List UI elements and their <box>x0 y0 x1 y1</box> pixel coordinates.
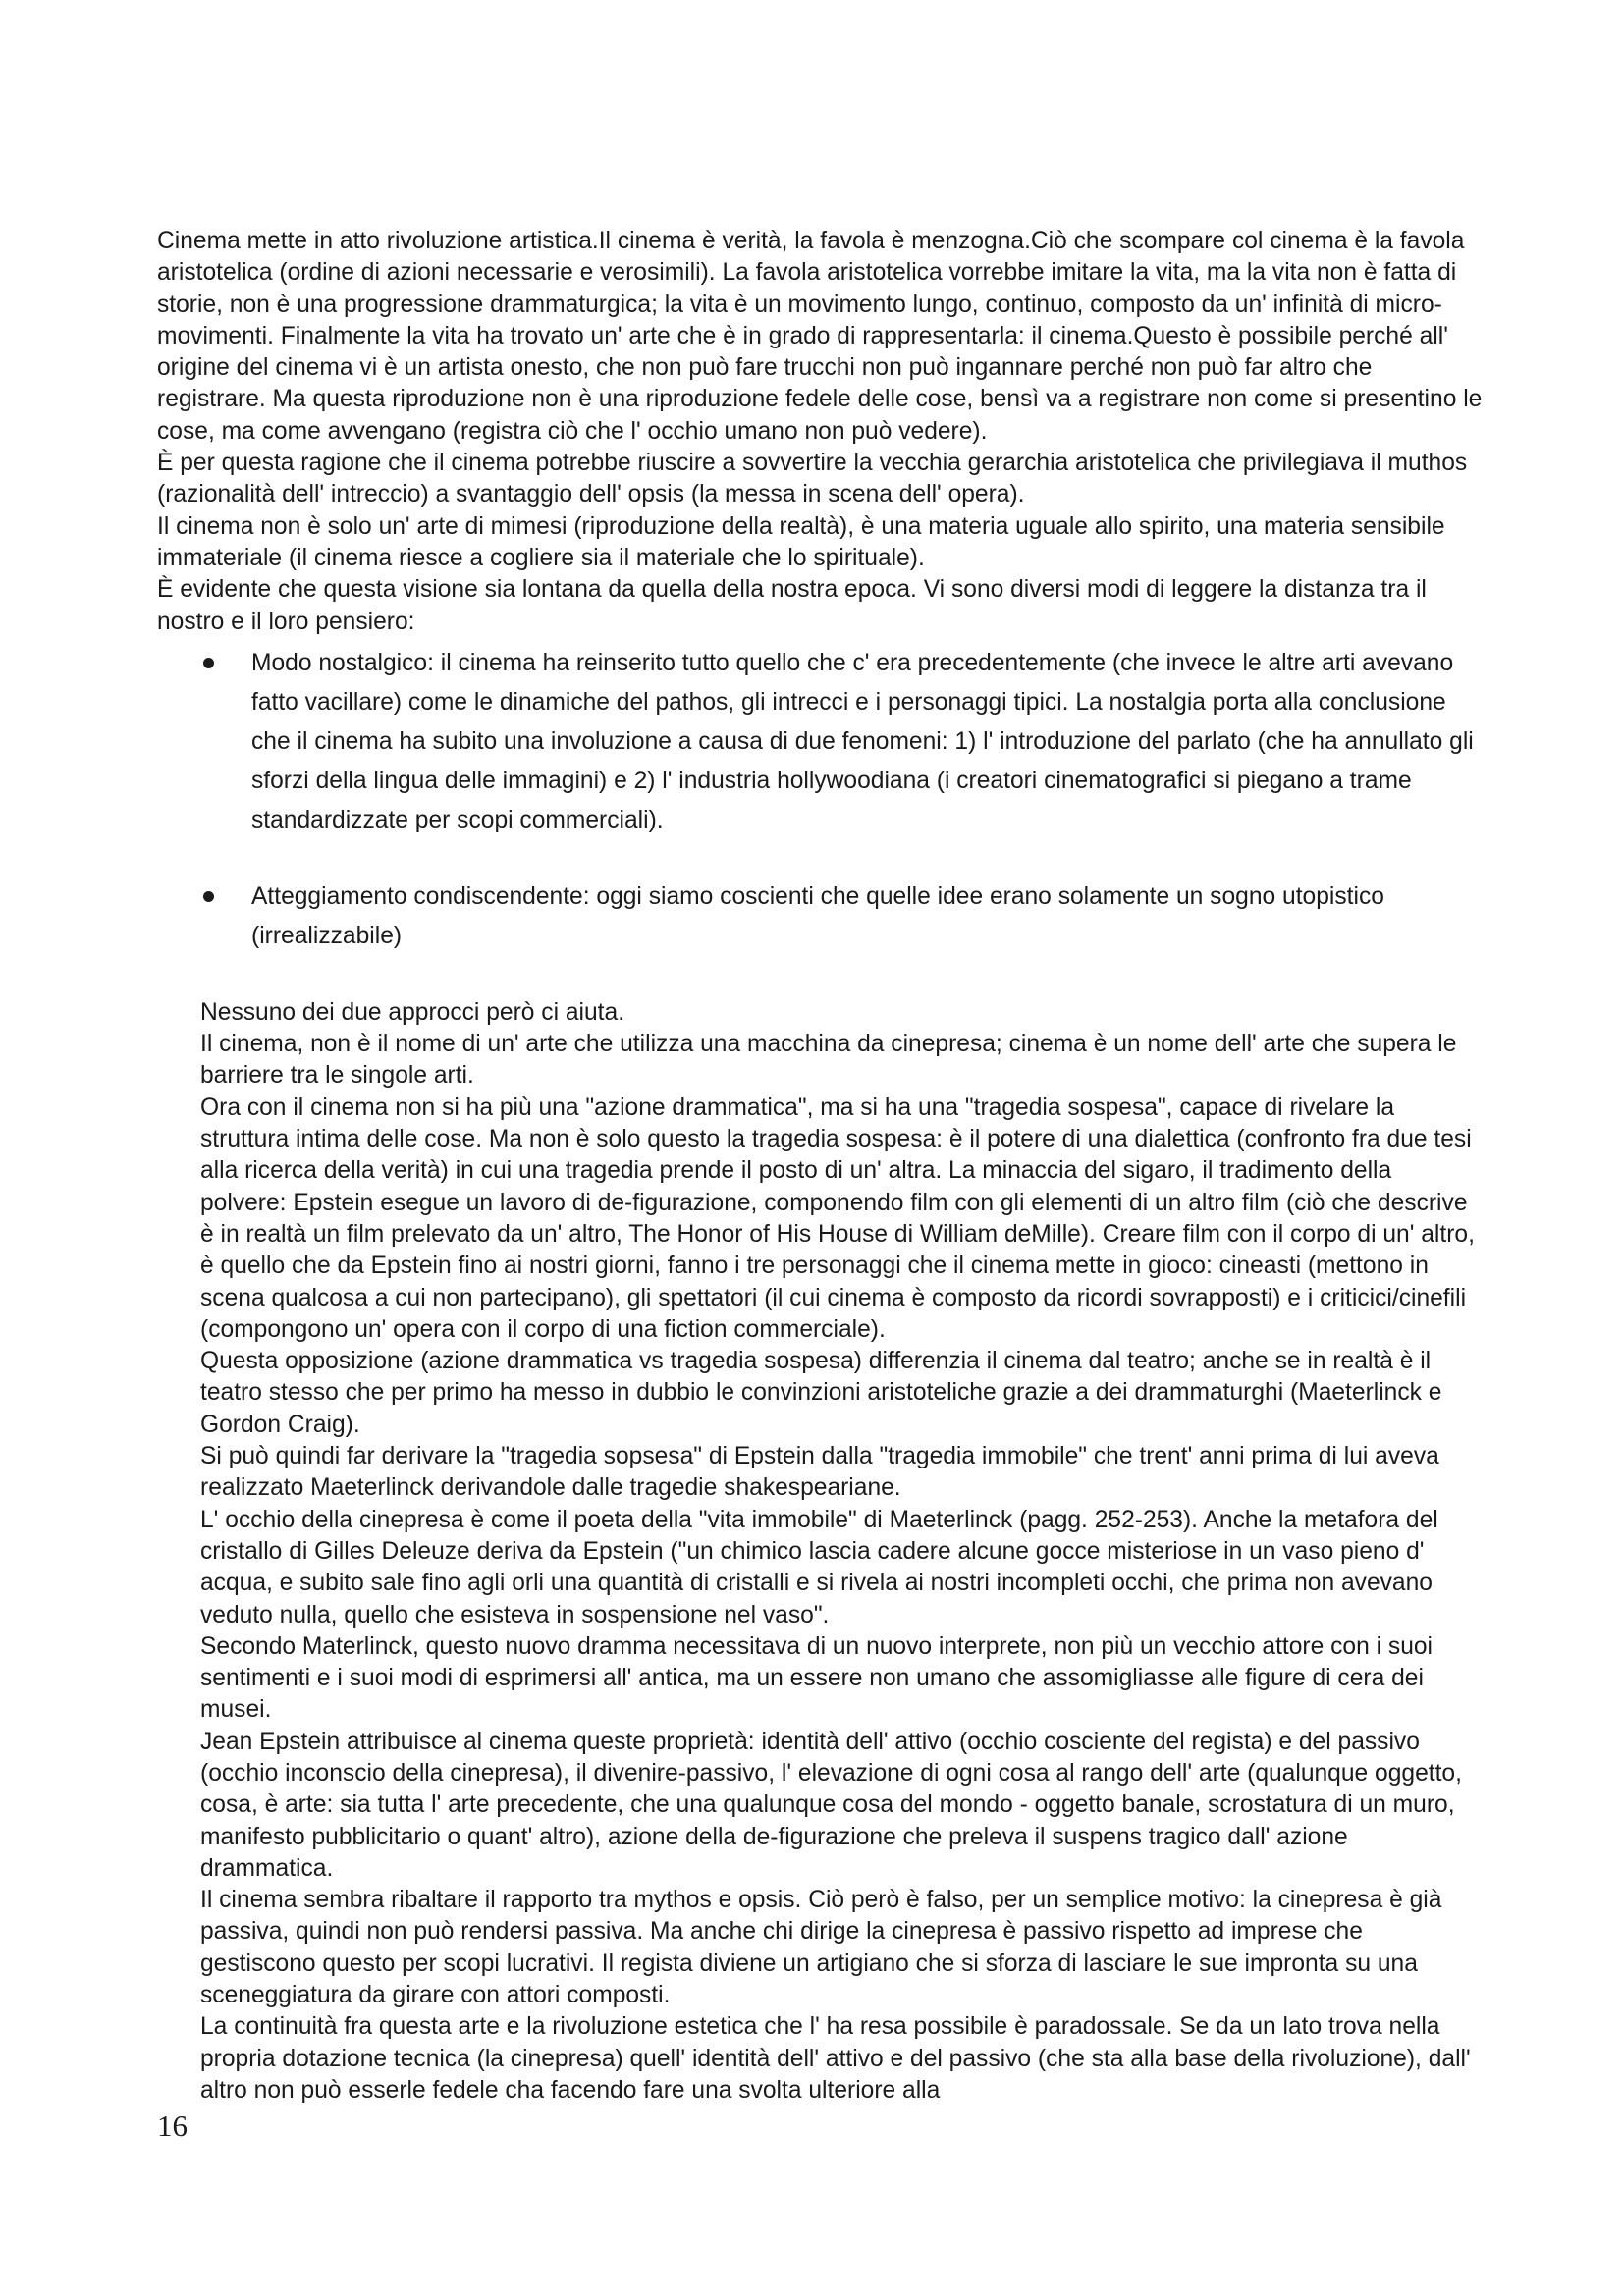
bullet-text: Modo nostalgico: il cinema ha reinserito tutto quello che c' era precedentemente (che invece le altre arti avevano fatto vacillare) come le dinamiche del pathos, gli intrecci e i personaggi tipici. La nostalgia porta alla conclusione che il cinema ha subito una involuzione a causa di due fenomeni: 1) l' introduzione del parlato (che ha annullato gli sforzi della lingua delle immagini) e 2) l' industria hollywoodiana (i creatori cinematografici si piegano a trame standardizzate per scopi commerciali). <box>251 649 1474 833</box>
bullet-item <box>157 644 1483 840</box>
paragraph: Questa opposizione (azione drammatica vs tragedia sospesa) differenzia il cinema dal teatro; anche se in realtà è il teatro stesso che per primo ha messo in dubbio le convinzioni aristoteliche grazie a dei drammaturghi (Maeterlinck e Gordon Craig). <box>200 1348 1442 1438</box>
paragraph: È per questa ragione che il cinema potrebbe riuscire a sovvertire la vecchia gerarchia aristotelica che privilegiava il muthos (razionalità dell' intreccio) a svantaggio dell' opsis (la messa in scena dell' opera). <box>157 450 1468 508</box>
paragraph: Cinema mette in atto rivoluzione artistica.Il cinema è verità, la favola è menzogna.Ciò che scompare col cinema è la favola aristotelica (ordine di azioni necessarie e verosimili). La favola aristotelica vorrebbe imitare la vita, ma la vita non è fatta di storie, non è una progressione drammaturgica; la vita è un movimento lungo, continuo, composto da un' infinità di micro-movimenti. Finalmente la vita ha trovato un' arte che è in grado di rappresentarla: il cinema.Questo è possibile perché all' origine del cinema vi è un artista onesto, che non può fare trucchi non può ingannare perché non può far altro che registrare. Ma questa riproduzione non è una riproduzione fedele delle cose, bensì va a registrare non come si presentino le cose, ma come avvengano (registra ciò che l' occhio umano non può vedere). <box>157 228 1483 445</box>
paragraph: Il cinema non è solo un' arte di mimesi (riproduzione della realtà), è una materia uguale allo spirito, una materia sensibile immateriale (il cinema riesce a cogliere sia il materiale che lo spirituale). <box>157 512 1445 571</box>
page-body <box>157 226 1483 2107</box>
paragraph: La continuità fra questa arte e la rivoluzione estetica che l' ha resa possibile è paradossale. Se da un lato trova nella propria dotazione tecnica (la cinepresa) quell' identità dell' attivo e del passivo (che sta alla base della rivoluzione), dall' altro non può esserle fedele cha facendo fare una svolta ulteriore alla <box>200 2013 1471 2104</box>
paragraph: Il cinema, non è il nome di un' arte che utilizza una macchina da cinepresa; cinema è un nome dell' arte che supera le barriere tra le singole arti. <box>200 1031 1457 1090</box>
paragraph: Il cinema sembra ribaltare il rapporto tra mythos e opsis. Ciò però è falso, per un semplice motivo: la cinepresa è già passiva, quindi non può rendersi passiva. Ma anche chi dirige la cinepresa è passivo rispetto ad imprese che gestiscono questo per scopi lucrativi. Il regista diviene un artigiano che si sforza di lasciare le sue impronta su una sceneggiatura da girare con attori composti. <box>200 1887 1442 2009</box>
paragraph: Nessuno dei due approcci però ci aiuta. <box>200 998 625 1026</box>
bullet-icon <box>203 891 214 902</box>
paragraph: È evidente che questa visione sia lontana da quella della nostra epoca. Vi sono diversi modi di leggere la distanza tra il nostro e il loro pensiero: <box>157 576 1427 635</box>
bullet-item <box>157 878 1483 956</box>
bullet-list <box>157 644 1483 956</box>
paragraph: Ora con il cinema non si ha più una "azione drammatica", ma si ha una "tragedia sospesa", capace di rivelare la struttura intima delle cose. Ma non è solo questo la tragedia sospesa: è il potere di una dialettica (confronto fra due tesi alla ricerca della verità) in cui una tragedia prende il posto di un' altra. La minaccia del sigaro, il tradimento della polvere: Epstein esegue un lavoro di de-figurazione, componendo film con gli elementi di un altro film (ciò che descrive è in realtà un film prelevato da un' altro, The Honor of His House di William deMille). Creare film con il corpo di un' altro, è quello che da Epstein fino ai nostri giorni, fanno i tre personaggi che il cinema mette in gioco: cineasti (mettono in scena qualcosa a cui non partecipano), gli spettatori (il cui cinema è composto da ricordi sovrapposti) e i criticici/cinefili (compongono un' opera con il corpo di una fiction commerciale). <box>200 1094 1475 1343</box>
page-number: 16 <box>157 2109 188 2143</box>
paragraph: Secondo Materlinck, questo nuovo dramma necessitava di un nuovo interprete, non più un vecchio attore con i suoi sentimenti e i suoi modi di esprimersi all' antica, ma un essere non umano che assomigliasse alle figure di cera dei musei. <box>200 1632 1434 1724</box>
paragraph: L' occhio della cinepresa è come il poeta della "vita immobile" di Maeterlinck (pagg. 252-253). Anche la metafora del cristallo di Gilles Deleuze deriva da Epstein ("un chimico lascia cadere alcune gocce misteriose in un vaso pieno d' acqua, e subito sale fino agli orli una quantità di cristalli e si rivela ai nostri incompleti occhi, che prima non avevano veduto nulla, quello che esisteva in sospensione nel vaso". <box>200 1506 1438 1629</box>
bullet-icon <box>203 658 214 668</box>
paragraph: Si può quindi far derivare la "tragedia sopsesa" di Epstein dalla "tragedia immobile" che trent' anni prima di lui aveva realizzato Maeterlinck derivandole dalle tragedie shakespeariane. <box>200 1443 1439 1502</box>
paragraph: Jean Epstein attribuisce al cinema queste proprietà: identità dell' attivo (occhio cosciente del regista) e del passivo (occhio inconscio della cinepresa), il divenire-passivo, l' elevazione di ogni cosa al rango dell' arte (qualunque oggetto, cosa, è arte: sia tutta l' arte precedente, che una qualunque cosa del mondo - oggetto banale, scrostatura di un muro, manifesto pubblicitario o quant' altro), azione della de-figurazione che preleva il suspens tragico dall' azione drammatica. <box>200 1728 1462 1882</box>
indented-section <box>157 997 1483 2107</box>
bullet-text: Atteggiamento condiscendente: oggi siamo coscienti che quelle idee erano solamente un sogno utopistico (irrealizzabile) <box>251 882 1384 949</box>
